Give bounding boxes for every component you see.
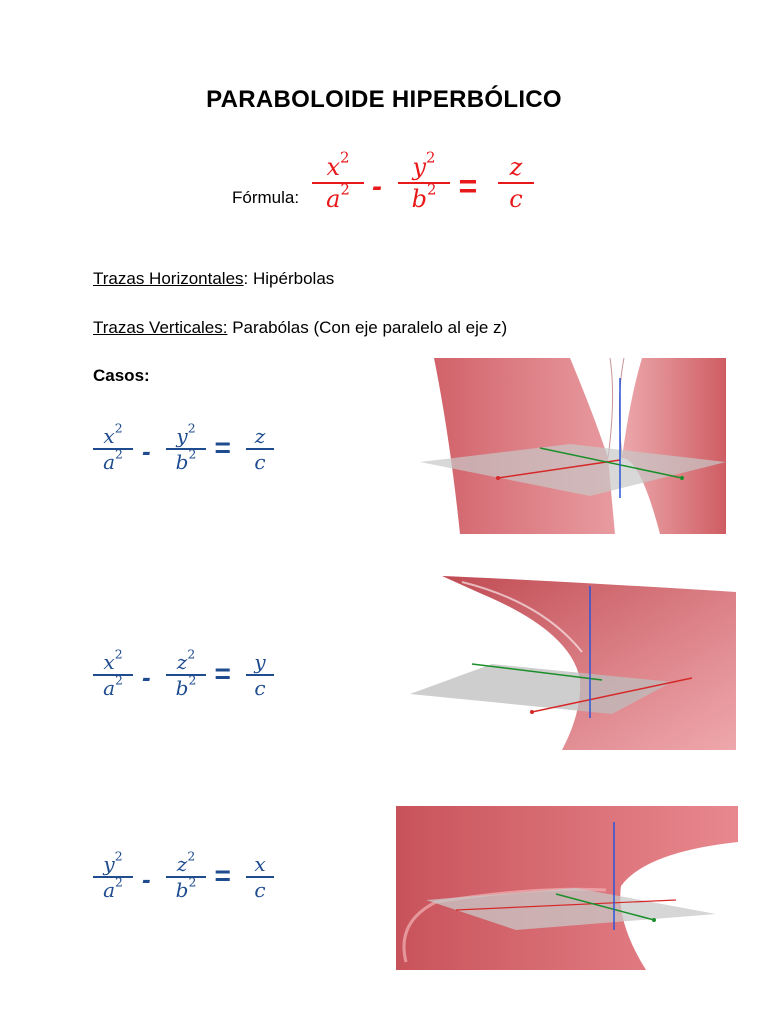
case1-minus: - <box>142 436 151 466</box>
case1-equals: = <box>214 432 231 463</box>
main-minus: - <box>372 170 382 203</box>
surface-sheet-left <box>434 358 615 534</box>
horizontal-traces <box>93 269 334 289</box>
case2-fraction-2: $z^2$ $b^2$ <box>166 650 206 700</box>
case2-fraction-1: $x^2$ $a^2$ <box>93 650 133 700</box>
case2-fraction-3: y c <box>246 650 274 700</box>
vertical-traces-label: Trazas Verticales: <box>93 318 228 337</box>
surface-plot-3 <box>396 802 738 970</box>
case3-minus: - <box>142 864 151 894</box>
main-fraction-1: $x^2$ $a^2$ <box>312 152 364 214</box>
surface-plot-2 <box>402 572 736 750</box>
case1-fraction-2: $y^2$ $b^2$ <box>166 424 206 474</box>
case3-fraction-3: x c <box>246 852 274 902</box>
surface-sheet <box>442 576 736 750</box>
case2-minus: - <box>142 662 151 692</box>
case3-fraction-1: $y^2$ $a^2$ <box>93 852 133 902</box>
page-title: PARABOLOIDE HIPERBÓLICO <box>206 86 562 113</box>
casos-heading: Casos: <box>93 366 150 385</box>
case2-equals: = <box>214 658 231 689</box>
main-equals: = <box>458 168 477 204</box>
main-fraction-2: $y^2$ $b^2$ <box>398 152 450 214</box>
surface-sheet-right <box>622 358 726 534</box>
vertical-traces-value: Parabólas (Con eje paralelo al eje z) <box>227 318 508 337</box>
horizontal-traces-sep: : <box>243 269 249 288</box>
horizontal-traces-label: Trazas Horizontales <box>93 269 244 288</box>
main-fraction-3: z c <box>498 152 534 214</box>
case3-fraction-2: $z^2$ $b^2$ <box>166 852 206 902</box>
vertical-traces <box>93 318 507 338</box>
case1-fraction-1: $x^2$ $a^2$ <box>93 424 133 474</box>
case3-equals: = <box>214 860 231 891</box>
case1-fraction-3: z c <box>246 424 274 474</box>
horizontal-traces-value: Hipérbolas <box>248 269 335 288</box>
surface-plot-1 <box>420 358 726 534</box>
formula-label: Fórmula: <box>232 188 300 207</box>
